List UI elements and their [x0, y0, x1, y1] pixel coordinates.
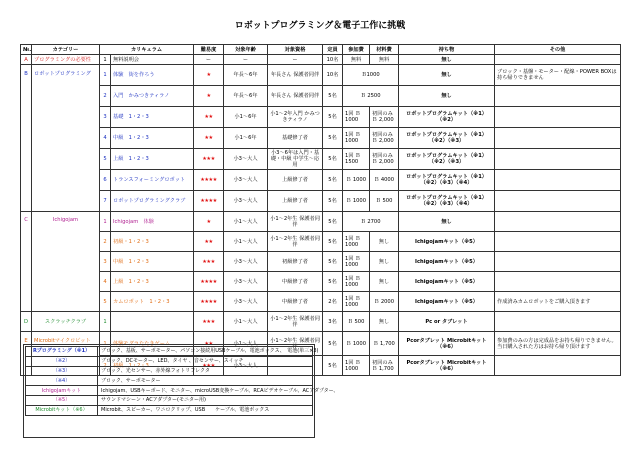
- curriculum-table: [20, 44, 621, 376]
- qualification: 小1～2年生 保護者同伴: [268, 232, 323, 252]
- capacity: 5名: [323, 252, 343, 272]
- difficulty: ★: [194, 86, 224, 107]
- age: 小1～大人: [224, 312, 268, 332]
- other: [495, 272, 621, 292]
- legend-key: （※3）: [26, 366, 98, 376]
- qualification: 初級修了者: [268, 252, 323, 272]
- cat-no: D: [21, 312, 32, 332]
- curriculum: 無料説明会: [111, 55, 194, 65]
- items: ロボットプログラムキット（※1）（※2）（※3）（※4）: [399, 170, 495, 191]
- header-qualification: 対象資格: [268, 45, 323, 55]
- other: [495, 86, 621, 107]
- difficulty: ★★★: [194, 252, 224, 272]
- curriculum: 中級 1・2・3: [111, 252, 194, 272]
- material: 無し: [370, 312, 399, 332]
- items: Ichigojamキット（※5）: [399, 292, 495, 312]
- age: 小3～大人: [224, 356, 268, 376]
- table-row: [21, 128, 621, 149]
- legend-row: [26, 366, 313, 376]
- items: Ichigojamキット（※5）: [399, 232, 495, 252]
- capacity: 10名: [323, 55, 343, 65]
- age: 年長～6年: [224, 65, 268, 86]
- age: 小1～大人: [224, 212, 268, 232]
- curriculum: カムロボット 1・2・3: [111, 292, 194, 312]
- category: プログラミングの必要性: [32, 55, 100, 65]
- fee: 1回 Ｂ1500: [343, 149, 370, 170]
- legend-row: [26, 347, 313, 357]
- table-row: [21, 107, 621, 128]
- legend-value: Microbit、スピーカー、ワニロクリップ、USB ケーブル、電池ボックス: [98, 405, 313, 415]
- qualification: ー: [268, 55, 323, 65]
- capacity: 5名: [323, 272, 343, 292]
- capacity: 3名: [323, 312, 343, 332]
- fee: 1回 Ｂ1000: [343, 356, 370, 376]
- curriculum: 上級 1・2・3: [111, 149, 194, 170]
- legend-key: Microbitキット（※6）: [26, 405, 98, 415]
- other: 作成済みカムロボットをご購入頂きます: [495, 292, 621, 312]
- age: 小3～大人: [224, 170, 268, 191]
- other: [495, 170, 621, 191]
- table-row: [21, 252, 621, 272]
- other: [495, 252, 621, 272]
- header-category: カテゴリー: [32, 45, 100, 55]
- items: ロボットプログラムキット（※1）（※2）（※3）: [399, 149, 495, 170]
- material: 初回のみ Ｂ 2,000: [370, 149, 399, 170]
- table-header-row: [21, 45, 621, 55]
- header-curriculum: カリキュラム: [100, 45, 194, 55]
- header-items: 持ち物: [399, 45, 495, 55]
- items: 無し: [399, 55, 495, 65]
- fee: Ｂ 1000: [343, 332, 370, 356]
- cur-no: 6: [100, 170, 111, 191]
- header-material: 材料費: [370, 45, 399, 55]
- other: [495, 149, 621, 170]
- difficulty: ★: [194, 212, 224, 232]
- cur-no: 3: [100, 252, 111, 272]
- qualification: 年長さん 保護者同伴: [268, 65, 323, 86]
- age: ー: [224, 55, 268, 65]
- capacity: 5名: [323, 107, 343, 128]
- age: 小1～大人: [224, 332, 268, 356]
- material: 初回のみ Ｂ 2,000: [370, 128, 399, 149]
- material: Ｂ 4000: [370, 170, 399, 191]
- qualification: 基礎修了者: [268, 128, 323, 149]
- items: Pcorタブレット Microbitキット（※6）: [399, 356, 495, 376]
- legend-value: ブロック、サーボモーター: [98, 376, 313, 386]
- curriculum: ロボットプログラミングクラブ: [111, 191, 194, 212]
- difficulty: ★★★: [194, 149, 224, 170]
- legend-key: （※2）: [26, 356, 98, 366]
- cur-no: 2: [100, 86, 111, 107]
- legend-key: IchigoJamキット: [26, 386, 98, 396]
- category: Microbitマイクロビット: [32, 332, 100, 376]
- legend-row: [26, 376, 313, 386]
- age: 小1～大人: [224, 232, 268, 252]
- legend-value: ブロック、光センサー、赤外線フォトリフレクタ: [98, 366, 313, 376]
- header-fee: 参加費: [343, 45, 370, 55]
- material: 無し: [370, 272, 399, 292]
- difficulty: ★★: [194, 107, 224, 128]
- curriculum: トランスフォーミングロボット: [111, 170, 194, 191]
- age: 小3～大人: [224, 149, 268, 170]
- items: Pcorタブレット Microbitキット（※6）: [399, 332, 495, 356]
- fee: Ｂ 2500: [343, 86, 399, 107]
- legend-value: Ichigojam、USBキーボード、モニター、microUSB変換ケーブル、RCAビデオケーブル、ACアダプター、: [98, 386, 313, 396]
- curriculum: 中級 1・2・3: [111, 128, 194, 149]
- cur-no: 7: [100, 191, 111, 212]
- legend-value: ブロック、DCモーター、LED、タイヤ 、音センサー、スイッチ: [98, 356, 313, 366]
- curriculum: 初級・1・2・3: [111, 232, 194, 252]
- difficulty: ★★★: [194, 356, 224, 376]
- capacity: 5名: [323, 149, 343, 170]
- curriculum: 基礎 1・2・3: [111, 107, 194, 128]
- qualification: 小3～6年は入門・基礎・中級 中学生～応用: [268, 149, 323, 170]
- other: [495, 212, 621, 232]
- page-title: ロボットプログラミング＆電子工作に挑戦: [234, 21, 406, 31]
- fee: Ｂ 2700: [343, 212, 399, 232]
- legend-row: [26, 405, 313, 415]
- fee: Ｂ1000: [343, 65, 399, 86]
- cur-no: 1: [100, 212, 111, 232]
- difficulty: ★★: [194, 332, 224, 356]
- material: Ｂ 1,700: [370, 332, 399, 356]
- items: Pc or タブレット: [399, 312, 495, 332]
- items: ロボットプログラムキット（※1）（※2）（※3）: [399, 128, 495, 149]
- curriculum: 入門 かみつきティラノ: [111, 86, 194, 107]
- fee: 1回 Ｂ1000: [343, 292, 370, 312]
- difficulty: ★★★★: [194, 292, 224, 312]
- capacity: 5名: [323, 170, 343, 191]
- table-row: [21, 86, 621, 107]
- header-difficulty: 難易度: [194, 45, 224, 55]
- other: [495, 55, 621, 65]
- other: 参加費のみの方は完成品をお持ち帰りできません。当日購入された方はお持ち帰り頂けます: [495, 332, 621, 356]
- qualification: 上級修了者: [268, 170, 323, 191]
- items: Ichigojamキット（※5）: [399, 252, 495, 272]
- capacity: 5名: [323, 191, 343, 212]
- fee: 1回 Ｂ1000: [343, 107, 370, 128]
- cat-no: E: [21, 332, 32, 376]
- items: ロボットプログラムキット（※1）（※2）: [399, 107, 495, 128]
- curriculum: 体験 街を作ろう: [111, 65, 194, 86]
- curriculum: 上級 1・2・3: [111, 272, 194, 292]
- table-row: [21, 170, 621, 191]
- capacity: 5名: [323, 332, 343, 356]
- difficulty: ★★: [194, 128, 224, 149]
- fee: Ｂ 1000: [343, 191, 370, 212]
- qualification: 小1～2年生 保護者同伴: [268, 332, 323, 356]
- cat-no: A: [21, 55, 32, 65]
- other: [495, 356, 621, 376]
- capacity: 5名: [323, 86, 343, 107]
- fee: Ｂ 500: [343, 312, 370, 332]
- qualification: 年長さん 保護者同伴: [268, 86, 323, 107]
- fee: 無料: [343, 55, 370, 65]
- qualification: 上級修了者: [268, 191, 323, 212]
- age: 小3～大人: [224, 191, 268, 212]
- material: Ｂ 2000: [370, 292, 399, 312]
- legend-key: （※4）: [26, 376, 98, 386]
- legend-value: サウンドマシーン・ACアダプター(モニター用): [98, 395, 313, 405]
- other: [495, 191, 621, 212]
- fee: 1回 Ｂ1000: [343, 272, 370, 292]
- material: 無し: [370, 252, 399, 272]
- difficulty: ★★: [194, 232, 224, 252]
- table-row: [21, 312, 621, 332]
- difficulty: ★: [194, 65, 224, 86]
- table-row: [21, 272, 621, 292]
- capacity: 5名: [323, 356, 343, 376]
- table-row: [21, 65, 621, 86]
- difficulty: ー: [194, 55, 224, 65]
- capacity: 5名: [323, 212, 343, 232]
- items: 無し: [399, 212, 495, 232]
- table-row: [21, 232, 621, 252]
- qualification: 小1～2年生 保護者同伴: [268, 312, 323, 332]
- items: Ichigojamキット（※5）: [399, 272, 495, 292]
- cur-no: 1: [100, 65, 111, 86]
- age: 小3～大人: [224, 272, 268, 292]
- difficulty: ★★★★: [194, 170, 224, 191]
- other: [495, 128, 621, 149]
- cur-no: 4: [100, 272, 111, 292]
- fee: 1回 Ｂ1000: [343, 232, 370, 252]
- items: 無し: [399, 86, 495, 107]
- material: 初回のみ Ｂ 2,000: [370, 107, 399, 128]
- cur-no: 2: [100, 232, 111, 252]
- table-row: [21, 212, 621, 232]
- category: Ichigojam: [32, 212, 100, 312]
- curriculum: [111, 312, 194, 332]
- cur-no: 1: [100, 55, 111, 65]
- cur-no: 3: [100, 107, 111, 128]
- capacity: 5名: [323, 128, 343, 149]
- cur-no: 1: [100, 312, 111, 332]
- other: [495, 107, 621, 128]
- legend-key: （※5）: [26, 395, 98, 405]
- fee: 1回 Ｂ1000: [343, 128, 370, 149]
- qualification: 中級修了者: [268, 272, 323, 292]
- header-no: №.: [21, 45, 32, 55]
- difficulty: ★★★★: [194, 191, 224, 212]
- material: 無し: [370, 232, 399, 252]
- cur-no: 5: [100, 292, 111, 312]
- difficulty: ★★★: [194, 312, 224, 332]
- legend-row: [26, 395, 313, 405]
- material: 初回のみ Ｂ 1,700: [370, 356, 399, 376]
- table-row: [21, 191, 621, 212]
- curriculum: Ichigojam 体験: [111, 212, 194, 232]
- capacity: 10名: [323, 65, 343, 86]
- qualification: 小1～2年入門 かみつきティラノ: [268, 107, 323, 128]
- legend-row: [26, 386, 313, 396]
- material: Ｂ 500: [370, 191, 399, 212]
- qualification: 中級修了者: [268, 292, 323, 312]
- cat-no: C: [21, 212, 32, 312]
- legend-row: [26, 356, 313, 366]
- cur-no: 2: [100, 356, 111, 376]
- header-other: その他: [495, 45, 621, 55]
- age: 小1～6年: [224, 128, 268, 149]
- items: 無し: [399, 65, 495, 86]
- category: スクラッチクラブ: [32, 312, 100, 332]
- material: 無料: [370, 55, 399, 65]
- category: ロボットプログラミング: [32, 65, 100, 212]
- header-age: 対象年齢: [224, 45, 268, 55]
- curriculum: 体験モグラたたきゲーム: [111, 332, 194, 356]
- age: 小1～6年: [224, 107, 268, 128]
- cat-no: B: [21, 65, 32, 212]
- table-row: [21, 55, 621, 65]
- difficulty: ★★★★: [194, 272, 224, 292]
- fee: 1回 Ｂ1000: [343, 252, 370, 272]
- curriculum: 初級 1・2・3: [111, 356, 194, 376]
- other: [495, 312, 621, 332]
- age: 小3～大人: [224, 252, 268, 272]
- header-capacity: 定員: [323, 45, 343, 55]
- cur-no: 5: [100, 149, 111, 170]
- other: [495, 232, 621, 252]
- fee: Ｂ 1000: [343, 170, 370, 191]
- capacity: 2名: [323, 292, 343, 312]
- items: ロボットプログラムキット（※1）（※2）（※3）（※4）: [399, 191, 495, 212]
- cur-no: 4: [100, 128, 111, 149]
- legend-value: ブロック、基板、サーボモーター、パソコン接続用USBケーブル、電池ボックス、 電池(単三×3): [98, 347, 313, 357]
- age: 小3～大人: [224, 292, 268, 312]
- table-row: [21, 149, 621, 170]
- table-row: [21, 292, 621, 312]
- cur-no: 1: [100, 332, 111, 356]
- legend-key: Rプログラミング（※1）: [26, 347, 98, 357]
- age: 年長～6年: [224, 86, 268, 107]
- other: ブロック・基盤・モーター・配線・POWER BOXは持ち帰りできません: [495, 65, 621, 86]
- qualification: 小1～2年生 保護者同伴: [268, 212, 323, 232]
- capacity: 5名: [323, 232, 343, 252]
